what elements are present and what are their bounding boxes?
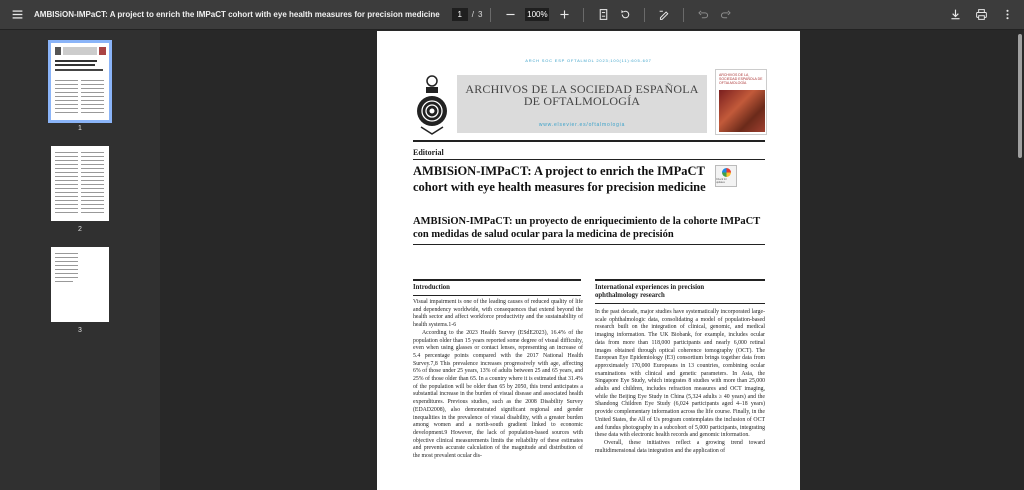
rotate-icon[interactable] [614,4,636,26]
zoom-in-icon[interactable] [553,4,575,26]
introduction-heading: Introduction [413,284,450,291]
thumbnail-label-2: 2 [78,226,82,233]
cover-title: ARCHIVOS DE LA SOCIEDAD ESPAÑOLA DE OFTALMOLOGÍA [719,73,763,85]
article-title-spanish: AMBISiON-IMPaCT: un proyecto de enriquecimiento de la cohorte IMPaCT con medidas de salud ocular para la medicina de precisión [413,216,761,240]
international-paragraph-1: In the past decade, major studies have systematically incorporated large-scale ophthalmologic data, consolidating a model of population-based research built on the integration of clinical, genomic, and medical imaging information. The UK Biobank, for example, includes ocular data from more than 118,000 participants and nearly 6,000 retinal images obtained through optical coherence tomography (OCT). The European Eye Epidemiology (E3) consortium brings together data from approximately 170,000 Europeans in 13 countries, combining ocular examinations with clinical and genetic parameters. In Asia, the Singapore Eye Study, which integrates 8 studies with more than 25,000 adults and children, includes refraction measures and OCT imaging, while the Beijing Eye Study in China (5,324 adults ≥ 40 years) and the Shandong Children Eye Study (6,024 participants aged 4–18 years) provide complementary information across the life course. Finally, in the United States, the All of Us program contemplates the inclusion of OCT and fundus photography in a subcohort of 5,000 participants, integrating these data with electronic health records and genomic information. [595,309,765,439]
journal-banner-title: ARCHIVOS DE LA SOCIEDAD ESPAÑOLA DE OFTALMOLOGÍA [465,82,699,108]
article-title-english: AMBISiON-IMPaCT: A project to enrich the IMPaCT cohort with eye health measures for precision medicine [413,164,706,194]
thumbnail-label-3: 3 [78,327,82,334]
thumbnail-sidebar [0,30,160,490]
print-icon[interactable] [970,4,992,26]
cover-image [719,90,765,132]
right-heading-rule [595,303,765,304]
title-rule [413,244,765,245]
menu-icon[interactable] [6,4,28,26]
total-pages: 3 [477,10,483,19]
journal-cover-thumbnail [715,69,767,135]
undo-icon[interactable] [692,4,714,26]
check-for-updates-badge[interactable] [715,165,737,187]
journal-citation: ARCH SOC ESP OFTALMOL 2023;100(11):605-607 [525,58,652,63]
header-rule [413,140,765,142]
pdf-toolbar [0,0,1024,30]
redo-icon[interactable] [714,4,736,26]
introduction-text [413,299,583,461]
pdf-page [377,31,800,490]
international-paragraph-2: Overall, these initiatives reflect a growing trend toward multidimensional data integration and the application of [595,439,765,454]
page-separator: / [471,10,474,19]
international-experiences-text [595,309,765,455]
right-column-rule [595,279,765,281]
section-rule [413,159,765,160]
toolbar-divider [583,8,584,22]
thumbnail-label-1: 1 [78,125,82,132]
toolbar-divider [683,8,684,22]
international-experiences-heading: International experiences in precision ophthalmology research [595,284,705,299]
introduction-paragraph-2: According to the 2023 Health Survey (ESdE2023), 16.4% of the population older than 15 years reported some degree of visual difficulty, even when using glasses or contact lenses, representing an increase of 5.4 percentage points compared with the 2017 National Health Survey.7,8 This prevalence increases progressively with age, affecting 6% of those under 25 years, 13% of adults between 25 and 65 years, and 25% of those older than 65. In a country where it is estimated that 31.4% of the population will be older than 65 by 2050, this trend anticipates a substantial increase in the burden of visual disease and associated health expenditures. Previous studies, such as the 2008 Disability Survey (EDAD2008), also demonstrated significant regional and gender inequalities in the prevalence of visual disability, with a greater burden among women and a north-south gradient linked to economic development.9 However, the lack of population-based sources with objective clinical measurements limits the reliability of these estimates and prevents accurate calculation of the magnitude and distribution of the most prevalent ocular dis- [413,329,583,460]
left-column-rule [413,279,581,281]
more-icon[interactable] [996,4,1018,26]
article-type: Editorial [413,148,444,157]
fit-page-icon[interactable] [592,4,614,26]
journal-url: www.elsevier.es/oftalmologia [538,122,626,128]
page-number-input[interactable]: 1 [452,8,468,21]
scrollbar-thumb[interactable] [1018,34,1022,158]
annotate-icon[interactable] [653,4,675,26]
document-title: AMBISiON-IMPaCT: A project to enrich the IMPaCT cohort with eye health measures for precision medicine [34,10,440,19]
page-thumbnail-1[interactable] [51,43,109,120]
download-icon[interactable] [944,4,966,26]
toolbar-divider [490,8,491,22]
toolbar-divider [644,8,645,22]
zoom-out-icon[interactable] [499,4,521,26]
introduction-paragraph-1: Visual impairment is one of the leading causes of reduced quality of life and dependency worldwide, with consequences that extend beyond the health sector and affect workforce productivity and the sustainability of health systems.1-6 [413,299,583,329]
page-thumbnail-2[interactable] [51,146,109,221]
society-logo [413,73,451,135]
check-updates-label: Check for updates [716,178,727,184]
check-updates-icon [722,168,731,177]
zoom-input[interactable]: 100% [527,10,548,19]
left-heading-rule [413,295,581,296]
page-thumbnail-3[interactable] [51,247,109,322]
